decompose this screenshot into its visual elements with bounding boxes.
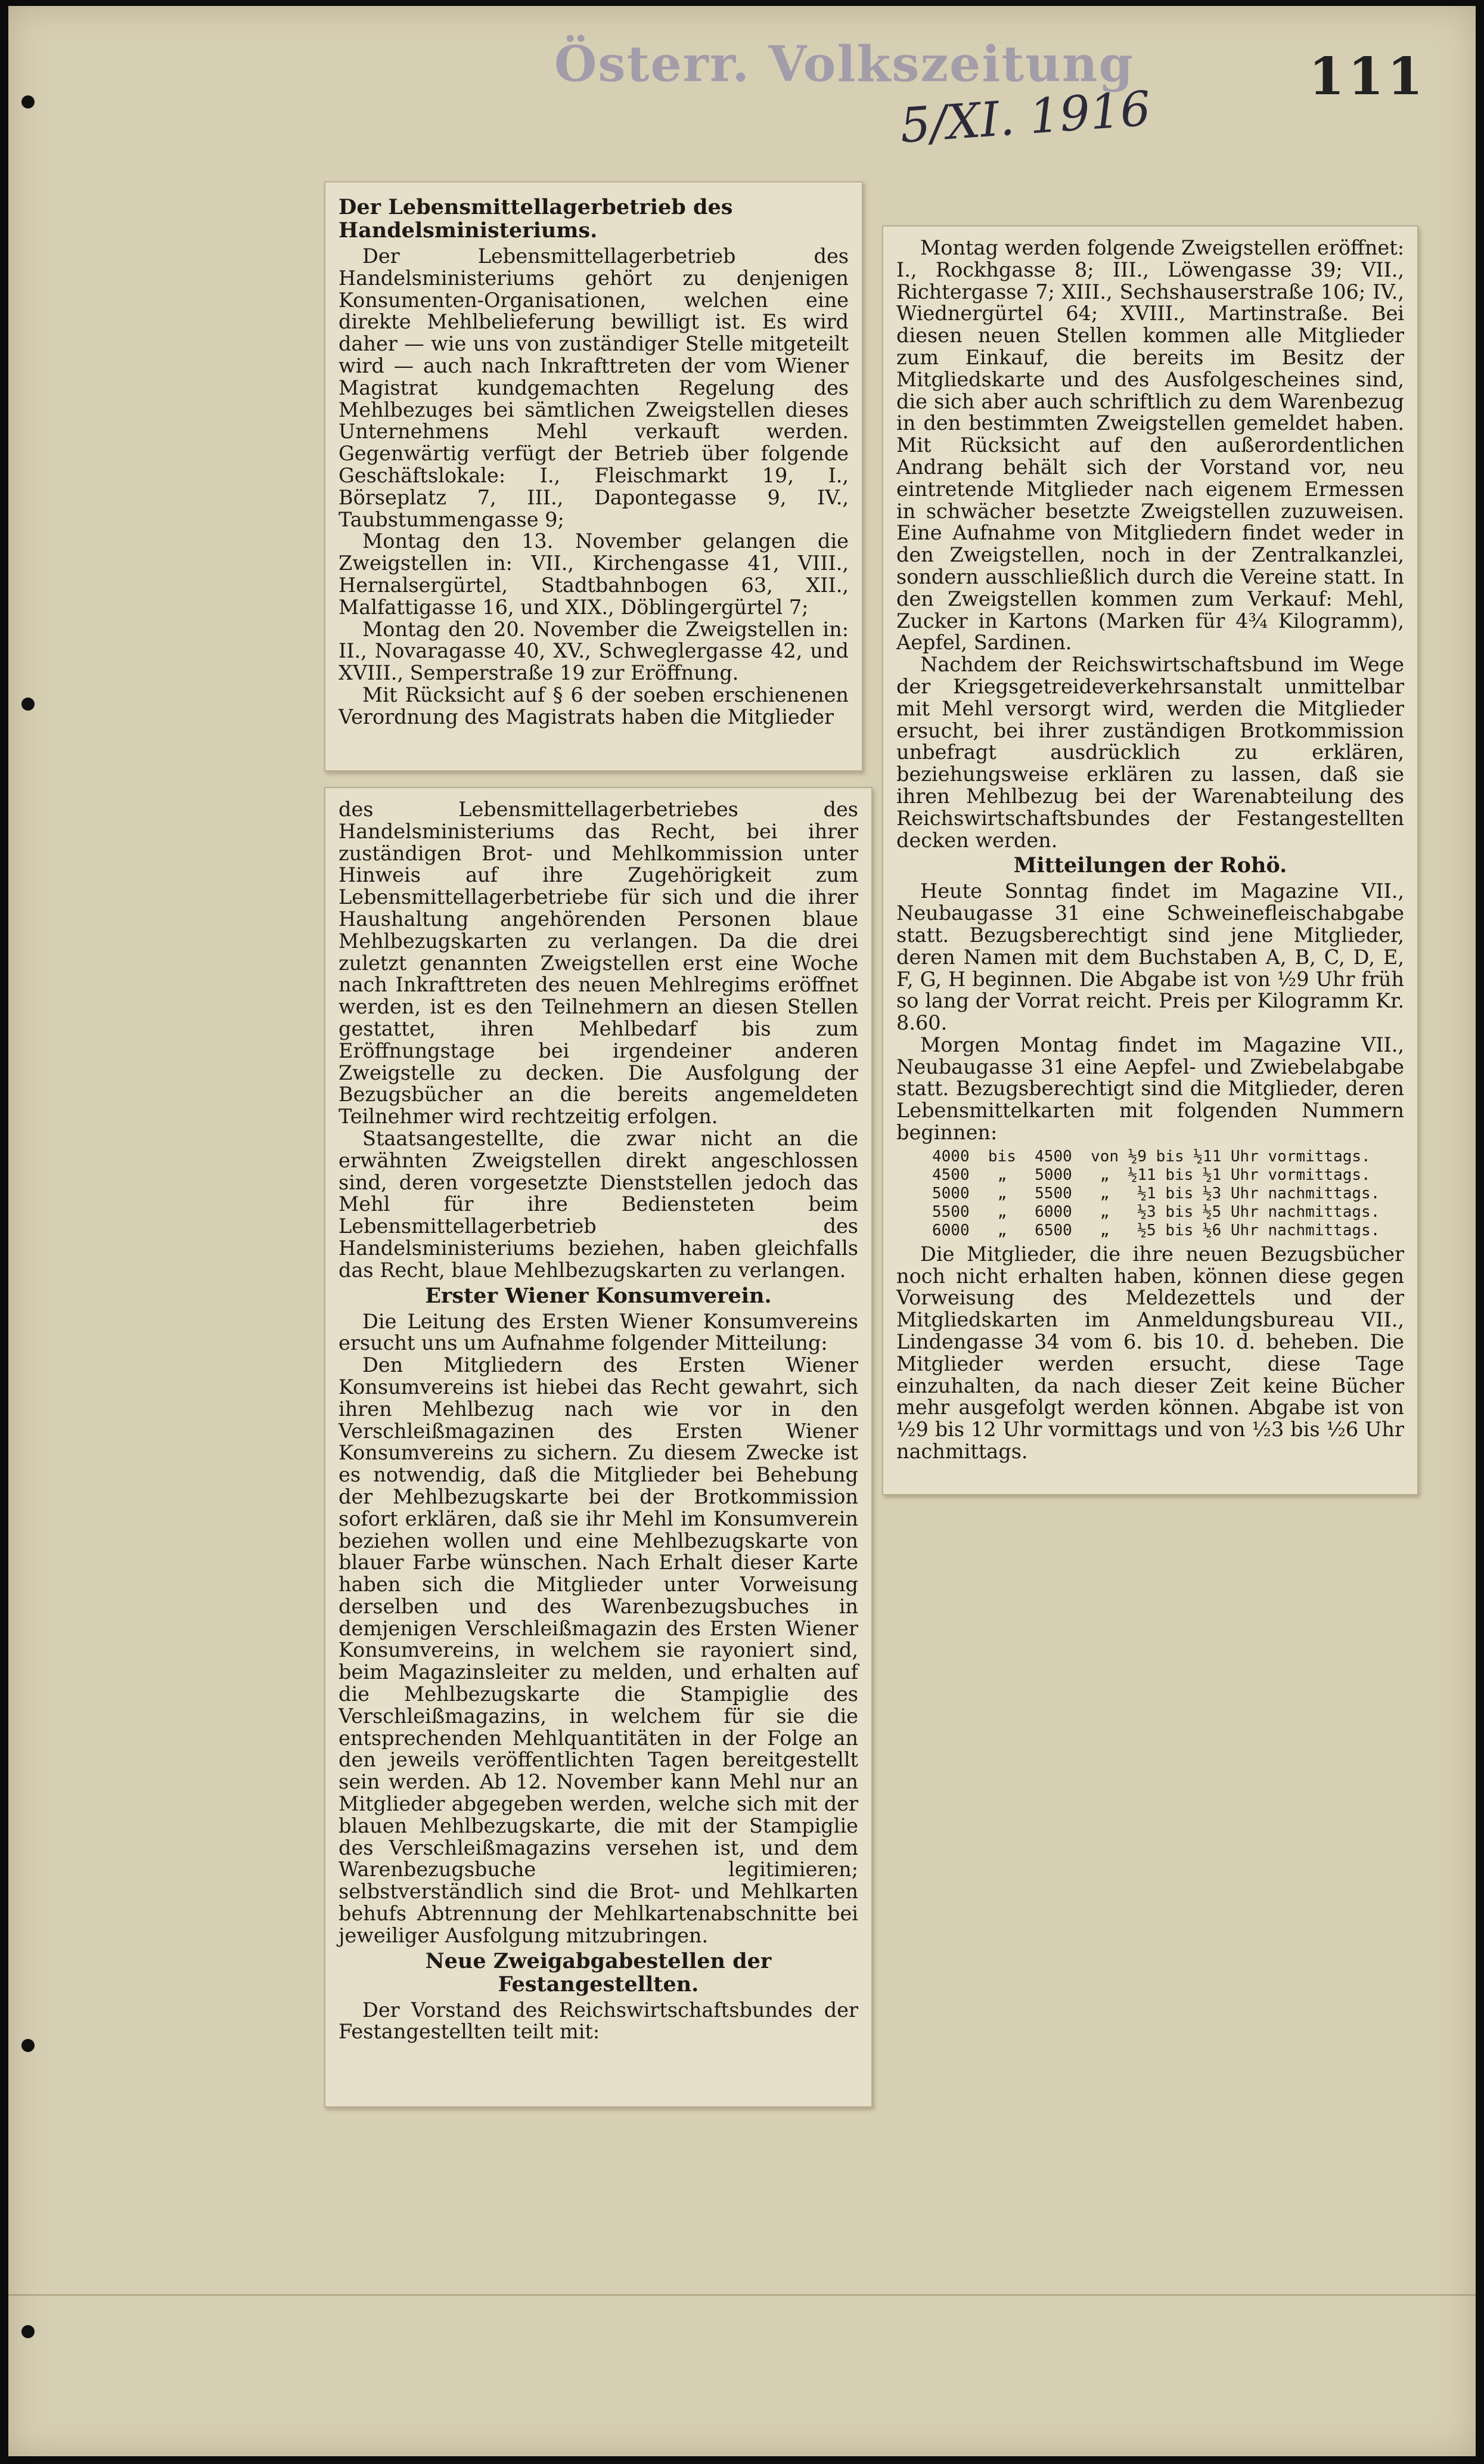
article-paragraph: Montag den 20. November die Zweigstellen in: II., Novaragasse 40, XV., Schweglergasse 42, und XVIII., Semperstraße 19 zur Eröffnung.	[339, 617, 849, 685]
schedule-row: 6000 „ 6500 „ ½5 bis ½6 Uhr nachmittags.	[932, 1221, 1380, 1239]
schedule-row: 5500 „ 6000 „ ½3 bis ½5 Uhr nachmittags.	[932, 1202, 1380, 1221]
article-paragraph: Die Mitglieder, die ihre neuen Bezugsbücher noch nicht erhalten haben, können diese gegen Vorweisung des Meldezettels und der Mitgliedskarten im Anmeldungsbureau VII., Lindengasse 34 vom 6. bis 10. d. beheben. Die Mitglieder werden ersucht, diese Tage einzuhalten, da nach dieser Zeit keine Bücher mehr ausgefolgt werden können. Abgabe ist von ½9 bis 12 Uhr vormittags und von ½3 bis ½6 Uhr nachmittags.	[896, 1242, 1404, 1464]
binding-hole	[21, 2325, 35, 2338]
clipping-reichswirtschaftsbund	[882, 225, 1418, 1495]
handwritten-date: 5/XI. 1916	[898, 80, 1153, 154]
binding-hole	[21, 95, 35, 109]
distribution-schedule	[932, 1148, 1404, 1240]
article-paragraph: Morgen Montag findet im Magazine VII., Neubaugasse 31 eine Aepfel- und Zwiebelabgabe statt. Bezugsberechtigt sind die Mitglieder, deren Lebensmittelkarten mit folgenden Nummern beginnen:	[896, 1033, 1404, 1145]
section-heading: Erster Wiener Konsumverein.	[425, 1283, 772, 1308]
fold-line	[8, 2294, 1476, 2296]
article-paragraph: des Lebensmittellagerbetriebes des Handelsministeriums das Recht, bei ihrer zuständigen Brot- und Mehlkommission unter Hinweis auf ihre Zugehörigkeit zum Lebensmittellagerbetriebe für sich und die ihrer Haushaltung angehörenden Personen blaue Mehlbezugskarten zu verlangen. Da die drei zuletzt genannten Zweigstellen erst eine Woche nach Inkrafttreten des neuen Mehlregims eröffnet werden, ist es den Teilnehmern an diesen Stellen gestattet, ihren Mehlbedarf bis zum Eröffnungstage bei irgendeiner anderen Zweigstelle zu decken. Die Ausfolgung der Bezugsbücher an die bereits angemeldeten Teilnehmer wird rechtzeitig erfolgen.	[339, 798, 858, 1129]
article-paragraph: Montag den 13. November gelangen die Zweigstellen in: VII., Kirchengasse 41, VIII., Hernalsergürtel, Stadtbahnbogen 63, XII., Malfattigasse 16, und XIX., Döblingergürtel 7;	[339, 529, 849, 619]
section-heading: Neue Zweigabgabestellen der Festangestellten.	[425, 1948, 772, 1997]
article-title: Der Lebensmittellagerbetrieb des Handelsministeriums.	[339, 195, 733, 243]
clipping-continuation	[324, 787, 873, 2107]
article-paragraph: Der Lebensmittellagerbetrieb des Handelsministeriums gehört zu denjenigen Konsumenten-Organisationen, welchen eine direkte Mehlbelieferung bewilligt ist. Es wird daher — wie uns von zuständiger Stelle mitgeteilt wird — auch nach Inkrafttreten der vom Wiener Magistrat kundgemachten Regelung des Mehlbezuges bei sämtlichen Zweigstellen dieses Unternehmens Mehl verkauft werden. Gegenwärtig verfügt der Betrieb über folgende Geschäftslokale: I., Fleischmarkt 19, I., Börseplatz 7, III., Dapontegasse 9, IV., Taubstummengasse 9;	[339, 244, 849, 531]
article-paragraph: Den Mitgliedern des Ersten Wiener Konsumvereins ist hiebei das Recht gewahrt, sich ihren Mehlbezug nach wie vor in den Verschleißmagazinen des Ersten Wiener Konsumvereins zu sichern. Zu diesem Zwecke ist es notwendig, daß die Mitglieder bei Behebung der Mehlbezugskarte bei der Brotkommission sofort erklären, daß sie ihr Mehl im Konsumverein beziehen wollen und eine Mehlbezugskarte von blauer Farbe wünschen. Nach Erhalt dieser Karte haben sich die Mitglieder unter Vorweisung derselben und des Warenbezugsbuches in demjenigen Verschleißmagazin des Ersten Wiener Konsumvereins, in welchem sie rayoniert sind, beim Magazinsleiter zu melden, und erhalten auf die Mehlbezugskarte die Stampiglie des Verschleißmagazins, in welchem für sie die entsprechenden Mehlquantitäten in der Folge an den jeweils veröffentlichten Tagen bereitgestellt sein werden. Ab 12. November kann Mehl nur an Mitglieder abgegeben werden, welche sich mit der blauen Mehlbezugskarte, die mit der Stampiglie des Verschleißmagazins versehen ist, und dem Warenbezugsbuche legitimieren; selbstverständlich sind die Brot- und Mehlkarten behufs Abtrennung der Mehlkartenabschnitte bei jeweiliger Ausfolgung mitzubringen.	[339, 1353, 858, 1947]
article-paragraph: Staatsangestellte, die zwar nicht an die erwähnten Zweigstellen direkt angeschlossen sind, deren vorgesetzte Dienststellen jedoch das Mehl für ihre Bediensteten beim Lebensmittellagerbetrieb des Handelsministeriums beziehen, haben gleichfalls das Recht, blaue Mehlbezugskarten zu verlangen.	[339, 1126, 858, 1282]
article-paragraph: Nachdem der Reichswirtschaftsbund im Wege der Kriegsgetreideverkehrsanstalt unmittelbar mit Mehl versorgt wird, werden die Mitglieder ersucht, bei ihrer zuständigen Brotkommission unbefragt ausdrücklich zu erklären, beziehungsweise erklären zu lassen, daß sie ihren Mehlbezug bei der Warenabteilung des Reichswirtschaftsbundes der Festangestellten decken werden.	[896, 653, 1404, 852]
schedule-row: 4000 bis 4500 von ½9 bis ½11 Uhr vormittags.	[932, 1147, 1371, 1166]
binding-hole	[21, 2039, 35, 2052]
clipping-lebensmittellager	[324, 181, 863, 771]
article-paragraph: Der Vorstand des Reichswirtschaftsbundes der Festangestellten teilt mit:	[339, 1998, 858, 2044]
binding-hole	[21, 698, 35, 711]
schedule-row: 5000 „ 5500 „ ½1 bis ½3 Uhr nachmittags.	[932, 1184, 1380, 1202]
article-paragraph: Mit Rücksicht auf § 6 der soeben erschienenen Verordnung des Magistrats haben die Mitglieder	[339, 683, 849, 729]
newspaper-stamp: Österr. Volkszeitung	[554, 36, 1134, 93]
section-heading: Mitteilungen der Rohö.	[1013, 853, 1287, 878]
article-paragraph: Heute Sonntag findet im Magazine VII., Neubaugasse 31 eine Schweinefleischabgabe statt. Bezugsberechtigt sind jene Mitglieder, deren Namen mit dem Buchstaben A, B, C, D, E, F, G, H beginnen. Die Abgabe ist von ½9 Uhr früh so lang der Vorrat reicht. Preis per Kilogramm Kr. 8.60.	[896, 879, 1404, 1035]
article-paragraph: Die Leitung des Ersten Wiener Konsumvereins ersucht uns um Aufnahme folgender Mitteilung:	[339, 1309, 858, 1355]
article-paragraph: Montag werden folgende Zweigstellen eröffnet: I., Rockhgasse 8; III., Löwengasse 39; VII., Richtergasse 7; XIII., Sechshauserstraße 106; IV., Wiednergürtel 64; XVIII., Martinstraße. Bei diesen neuen Stellen kommen alle Mitglieder zum Einkauf, die bereits im Besitz der Mitgliedskarte und des Ausfolgescheines sind, die sich aber auch schriftlich zu dem Warenbezug in den bestimmten Zweigstellen gemeldet haben. Mit Rücksicht auf den außerordentlichen Andrang behält sich der Vorstand vor, neu eintretende Mitglieder nach eigenem Ermessen in schwächer besetzte Zweigstellen zuzuweisen. Eine Aufnahme von Mitgliedern findet weder in den Zweigstellen, noch in der Zentralkanzlei, sondern ausschließlich durch die Vereine statt. In den Zweigstellen kommen zum Verkauf: Mehl, Zucker in Kartons (Marken für 4¾ Kilogramm), Aepfel, Sardinen.	[896, 236, 1404, 655]
page-number: 111	[1309, 47, 1427, 107]
schedule-row: 4500 „ 5000 „ ½11 bis ½1 Uhr vormittags.	[932, 1166, 1371, 1184]
